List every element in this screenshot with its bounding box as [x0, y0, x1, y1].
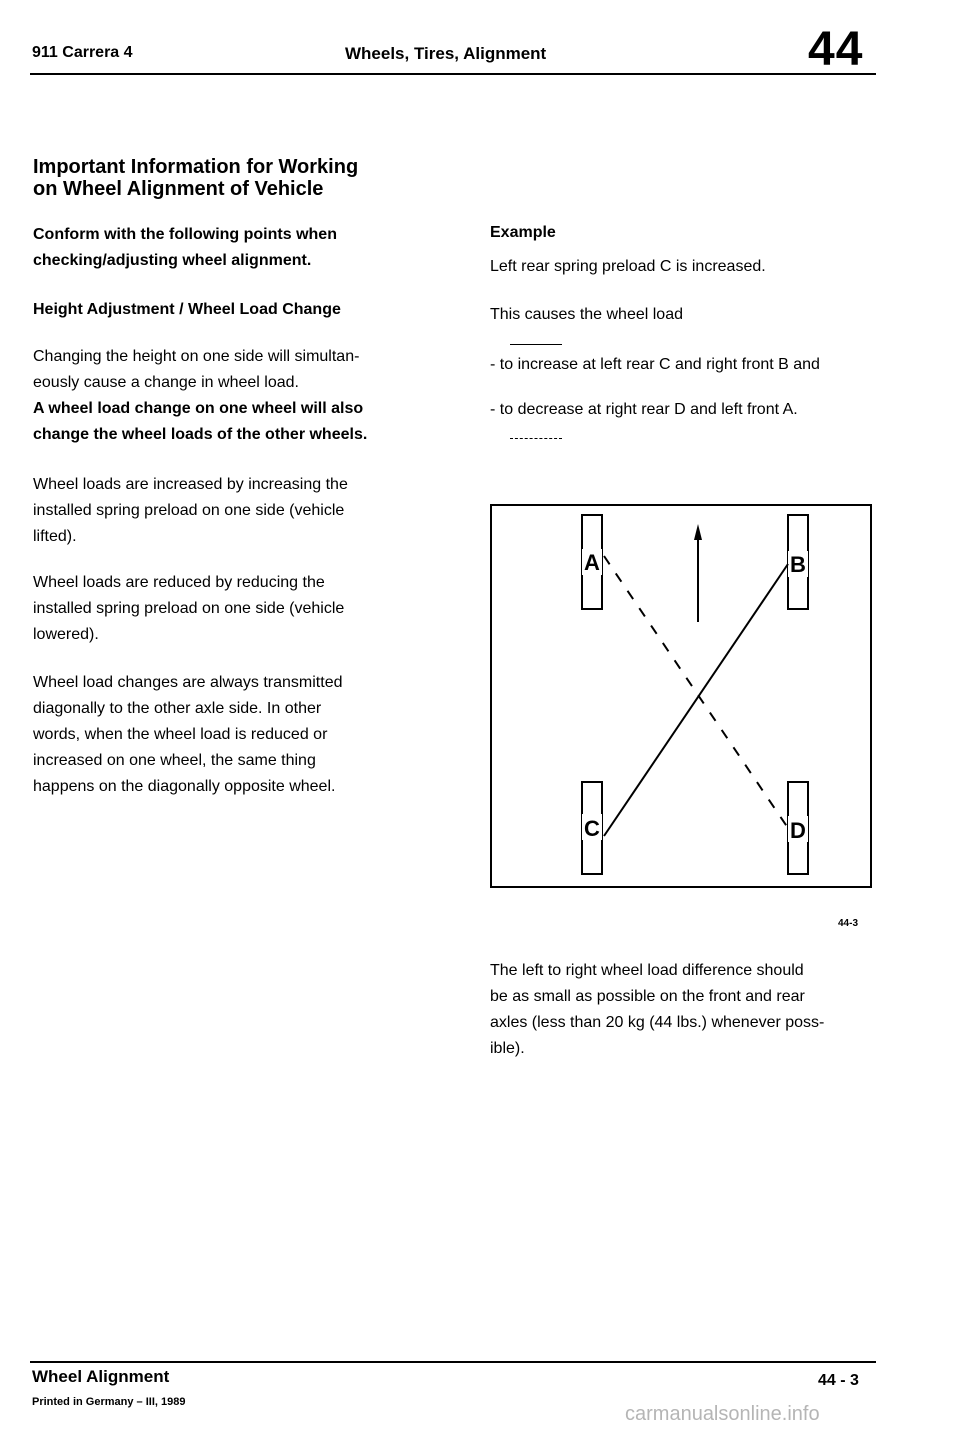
wheel-d-label: D — [790, 818, 806, 843]
para3-line-1: Wheel loads are reduced by reducing the — [33, 574, 325, 591]
paragraph-3 — [33, 570, 433, 648]
conclusion-line-3: axles (less than 20 kg (44 lbs.) whenever poss- — [490, 1014, 825, 1031]
wheel-load-diagram — [490, 504, 872, 888]
conclusion-line-2: be as small as possible on the front and rear — [490, 988, 805, 1005]
para4-line-4: increased on one wheel, the same thing — [33, 752, 316, 769]
page-title — [33, 156, 433, 200]
conclusion-paragraph — [490, 958, 880, 1062]
chapter-number: 44 — [808, 23, 864, 76]
para3-line-3: lowered). — [33, 626, 99, 643]
para2-line-2: installed spring preload on one side (vehicle — [33, 502, 345, 519]
intro-line-2: checking/adjusting wheel alignment. — [33, 252, 312, 269]
para1-bold-1: A wheel load change on one wheel will also — [33, 400, 364, 417]
page-number: 44 - 3 — [818, 1372, 859, 1389]
para4-line-1: Wheel load changes are always transmitted — [33, 674, 343, 691]
paragraph-1 — [33, 344, 433, 448]
footer-printed: Printed in Germany – III, 1989 — [32, 1396, 186, 1408]
intro-paragraph — [33, 222, 433, 274]
bullet-decrease — [490, 397, 880, 423]
paragraph-2 — [33, 472, 433, 550]
example-heading-block — [490, 220, 880, 246]
diagonal-a-to-d — [604, 556, 788, 828]
para2-line-1: Wheel loads are increased by increasing the — [33, 476, 348, 493]
para3-line-2: installed spring preload on one side (vehicle — [33, 600, 345, 617]
wheel-b-label: B — [790, 552, 806, 577]
example-line-2: This causes the wheel load — [490, 306, 683, 323]
title-line-2: on Wheel Alignment of Vehicle — [33, 178, 324, 200]
bullet-1: - to increase at left rear C and right front B and — [490, 356, 820, 373]
diagonal-c-to-b — [604, 564, 788, 836]
para1-bold-2: change the wheel loads of the other wheels. — [33, 426, 368, 443]
example-line-1: Left rear spring preload C is increased. — [490, 258, 766, 275]
para4-line-2: diagonally to the other axle side. In other — [33, 700, 322, 717]
conclusion-line-1: The left to right wheel load difference should — [490, 962, 804, 979]
paragraph-4 — [33, 670, 433, 800]
footer-title: Wheel Alignment — [32, 1367, 170, 1386]
diagram-svg — [492, 506, 870, 886]
height-adjustment-heading: Height Adjustment / Wheel Load Change — [33, 301, 341, 318]
wheel-a-label: A — [584, 550, 600, 575]
para1-line-2: eously cause a change in wheel load. — [33, 374, 299, 391]
watermark: carmanualsonline.info — [625, 1403, 820, 1425]
header-section: Wheels, Tires, Alignment — [345, 44, 547, 63]
footer-rule — [30, 1361, 876, 1363]
para4-line-3: words, when the wheel load is reduced or — [33, 726, 328, 743]
para2-line-3: lifted). — [33, 528, 77, 545]
figure-caption: 44-3 — [838, 918, 859, 929]
header-rule — [30, 73, 876, 75]
para1-line-1: Changing the height on one side will simultan- — [33, 348, 360, 365]
title-line-1: Important Information for Working — [33, 156, 359, 178]
header-model: 911 Carrera 4 — [32, 44, 133, 61]
underline-decrease — [510, 438, 562, 439]
example-cause — [490, 302, 880, 328]
direction-arrow-head — [694, 524, 702, 540]
example-text — [490, 254, 880, 280]
section-heading — [33, 297, 433, 323]
bullet-increase — [490, 352, 880, 378]
para4-line-5: happens on the diagonally opposite wheel. — [33, 778, 336, 795]
conclusion-line-4: ible). — [490, 1040, 525, 1057]
bullet-2: - to decrease at right rear D and left front A. — [490, 401, 798, 418]
intro-line-1: Conform with the following points when — [33, 226, 337, 243]
underline-increase — [510, 344, 562, 345]
wheel-c-label: C — [584, 816, 600, 841]
example-heading: Example — [490, 224, 556, 241]
